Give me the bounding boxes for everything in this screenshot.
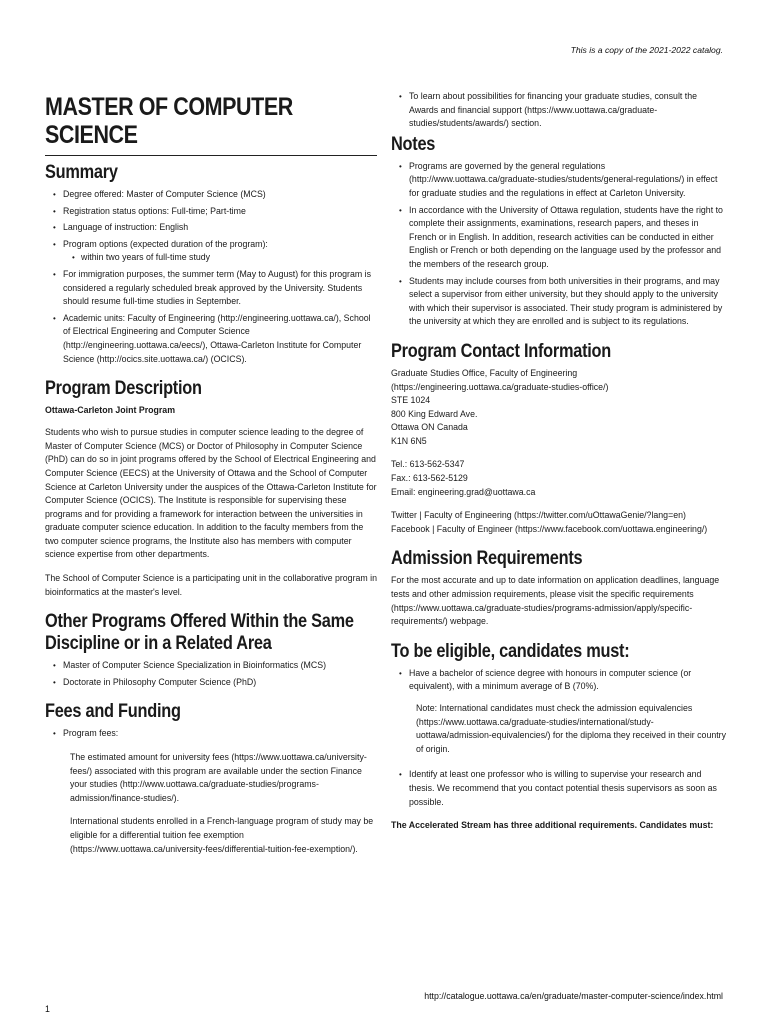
list-item: • Program fees: — [63, 727, 377, 741]
program-options-label: Program options (expected duration of the program): — [63, 238, 268, 249]
fees-heading: Fees and Funding — [45, 701, 181, 723]
page-title — [45, 90, 376, 149]
list-item: • within two years of full-time study — [81, 251, 377, 265]
fees-details — [45, 751, 377, 856]
right-column — [391, 90, 727, 843]
contact-room: STE 1024 — [391, 395, 431, 406]
page-title-line-1: MASTER OF COMPUTER — [45, 93, 293, 121]
international-note — [391, 702, 727, 756]
tuition-exemption-paragraph: International students enrolled in a French-language program of study may be eligible for a differential tuition fee exemption (https://www.uottawa.ca/university-fees/differential-tuition-fee-exemption/). — [70, 816, 374, 854]
contact-postal: K1N 6N5 — [391, 435, 427, 446]
list-item: • Academic units: Faculty of Engineering (http://engineering.uottawa.ca/), School of Electrical Engineering and Computer Science (http://engineering.uottawa.ca/eecs/), Ottawa-Carleton Institute for Computer Science (http://ocics.site.uottawa.ca/) (OCICS). — [63, 312, 377, 366]
spacer — [391, 448, 727, 458]
program-description-paragraph: Students who wish to pursue studies in computer science leading to the degree of Master of Computer Science (MCS) or Doctor of Philosophy in Computer Science (PhD) can do so in joint programs offered by the School of Electrical Engineering and Computer Science (EECS) at the University of Ottawa and the School of Computer Science at Carleton University under the auspices of the Ottawa-Carleton Institute for Computer Science (OCICS). The Institute is responsible for supervising these programs and for providing a framework for interaction between the universities in graduate computer science education. In addition to the faculty members from the two computer science programs, the Institute also has members with computer science expertise from other departments. — [45, 427, 377, 560]
eligibility-list-continued — [391, 768, 727, 809]
university-fees-paragraph: The estimated amount for university fees (https://www.uottawa.ca/university-fees/) associated with this program are available under the section Finance your studies (http://www.uottawa.ca/graduate-studies/programs-admission/finance-studies/). — [70, 752, 367, 803]
fees-list — [45, 727, 377, 741]
list-item — [63, 238, 377, 265]
summary-list — [45, 188, 377, 366]
eligibility-heading: To be eligible, candidates must: — [391, 640, 630, 662]
notes-heading: Notes — [391, 133, 436, 155]
list-item: • In accordance with the University of Ottawa regulation, students have the right to complete their assignments, examinations, research papers, and theses in French or in English. In addition, research activities can be conducted in either English or French or both depending on the language used by the professor and the members of the research group. — [409, 204, 727, 272]
other-programs-heading-line-1: Other Programs Offered Within the Same — [45, 611, 354, 633]
other-programs-heading-line-2: Discipline or in a Related Area — [45, 633, 272, 655]
financing-list — [391, 90, 727, 131]
eligibility-list — [391, 667, 727, 694]
list-item: • For immigration purposes, the summer term (May to August) for this program is considered a regularly scheduled break approved by the University. Students should resume full-time studies in September. — [63, 268, 377, 309]
contact-facebook: Facebook | Faculty of Engineer (https://www.facebook.com/uottawa.engineering/) — [391, 523, 708, 534]
contact-heading: Program Contact Information — [391, 340, 611, 362]
admission-paragraph: For the most accurate and up to date information on application deadlines, language tests and other admission requirements, please visit the specific requirements (https://www.uottawa.ca/graduate-studies/programs-admission/apply/specific-requirements/) webpage. — [391, 575, 720, 627]
contact-tel: Tel.: 613-562-5347 — [391, 459, 465, 470]
admission-heading: Admission Requirements — [391, 548, 583, 570]
title-divider — [45, 155, 377, 156]
program-description-heading: Program Description — [45, 378, 202, 400]
international-note-text: Note: International candidates must check the admission equivalencies (https://www.uottawa.ca/graduate-studies/international/study-uottawa/admission-equivalencies/) for the diploma they received in their country of origin. — [416, 703, 727, 754]
list-item: • Language of instruction: English — [63, 221, 377, 235]
list-item: • Programs are governed by the general regulations (http://www.uottawa.ca/graduate-studies/students/general-regulations/) in effect for graduate studies and the regulations in effect at Carleton University. — [409, 160, 727, 201]
spacer — [391, 499, 727, 509]
contact-email: Email: engineering.grad@uottawa.ca — [391, 486, 536, 497]
catalog-copy-note: This is a copy of the 2021-2022 catalog. — [570, 45, 723, 55]
accelerated-stream-note: The Accelerated Stream has three additional requirements. Candidates must: — [391, 820, 714, 831]
contact-block — [391, 367, 727, 537]
contact-office: Graduate Studies Office, Faculty of Engineering (https://engineering.uottawa.ca/graduate-studies-office/) — [391, 367, 609, 392]
list-item: • Students may include courses from both universities in their programs, and may select a supervisor from either university, but they should apply to the university with which their supervisor is associated. Their study program is administered by the university at which they are enrolled and is subject to its regulations. — [409, 275, 727, 329]
contact-fax: Fax.: 613-562-5129 — [391, 473, 468, 484]
list-item: • Degree offered: Master of Computer Science (MCS) — [63, 188, 377, 202]
bioinformatics-paragraph: The School of Computer Science is a participating unit in the collaborative program in bioinformatics at the master's level. — [45, 573, 378, 597]
summary-heading: Summary — [45, 162, 118, 183]
contact-city: Ottawa ON Canada — [391, 422, 468, 433]
left-column — [45, 90, 377, 866]
other-programs-list — [45, 659, 377, 689]
joint-program-subheading: Ottawa-Carleton Joint Program — [45, 405, 176, 416]
contact-twitter: Twitter | Faculty of Engineering (https://twitter.com/uOttawaGenie/?lang=en) — [391, 510, 686, 521]
list-item: • Master of Computer Science Specialization in Bioinformatics (MCS) — [63, 659, 377, 673]
list-item: • Registration status options: Full-time; Part-time — [63, 205, 377, 219]
list-item: • Doctorate in Philosophy Computer Science (PhD) — [63, 676, 377, 690]
footer-url: http://catalogue.uottawa.ca/en/graduate/master-computer-science/index.html — [424, 991, 723, 1001]
list-item: • Have a bachelor of science degree with honours in computer science (or equivalent), with a minimum average of B (70%). — [409, 667, 727, 694]
list-item: • To learn about possibilities for financing your graduate studies, consult the Awards and financial support (https://www.uottawa.ca/graduate-studies/students/awards/) section. — [409, 90, 727, 131]
program-options-sublist — [63, 251, 377, 265]
list-item: • Identify at least one professor who is willing to supervise your research and thesis. We recommend that you contact potential thesis supervisors as soon as possible. — [409, 768, 727, 809]
page-title-line-2: SCIENCE — [45, 121, 138, 149]
page-number: 1 — [45, 1004, 50, 1014]
notes-list — [391, 160, 727, 329]
other-programs-heading — [45, 611, 380, 655]
contact-street: 800 King Edward Ave. — [391, 408, 478, 419]
